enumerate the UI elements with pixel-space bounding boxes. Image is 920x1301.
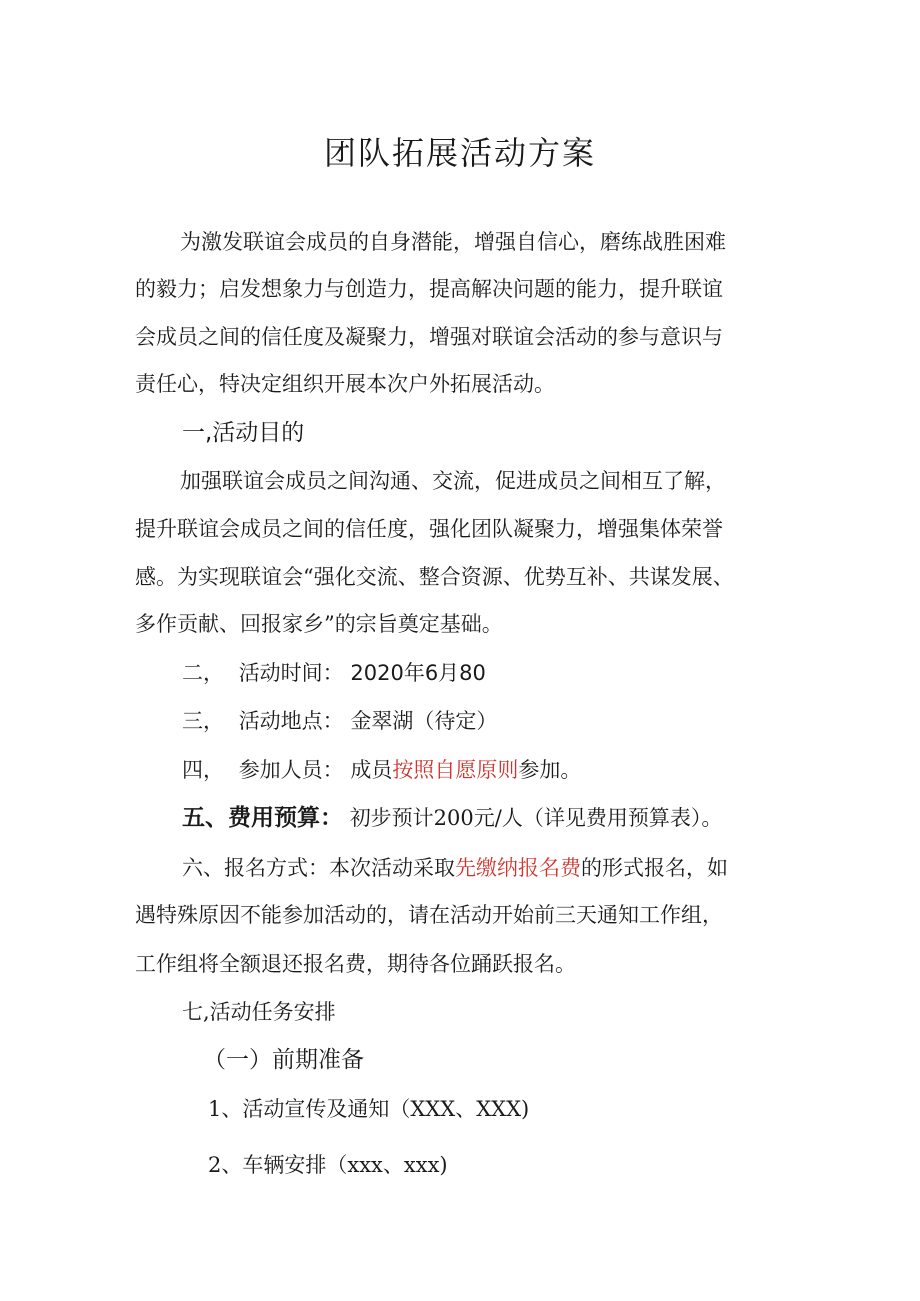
intro-line-3: 会成员之间的信任度及凝聚力，增强对联谊会活动的参与意识与	[135, 325, 723, 349]
section1-line-2: 提升联谊会成员之间的信任度，强化团队凝聚力，增强集体荣誉	[135, 517, 723, 541]
document-title: 团队拓展活动方案	[323, 134, 596, 172]
section7-item-1: 1、活动宣传及通知（XXX、XXX)	[208, 1097, 530, 1121]
section7-heading: 七,活动任务安排	[182, 1000, 336, 1024]
intro-line-2: 的毅力；启发想象力与创造力，提高解决问题的能力，提升联谊	[135, 277, 723, 301]
section6-label: 报名方式：	[224, 856, 329, 880]
section2-label: 活动时间：	[238, 661, 344, 685]
section1-heading: 一,活动目的	[182, 420, 305, 446]
section2-number: 二，	[182, 661, 224, 685]
section6-post: 的形式报名，如	[581, 856, 728, 880]
section4-post: 参加。	[518, 758, 582, 782]
section6-row	[182, 853, 728, 883]
section4-row	[182, 755, 581, 785]
section4-number: 四，	[182, 758, 224, 782]
section5-number: 五、	[182, 805, 228, 831]
section7-subheading: （一）前期准备	[203, 1047, 364, 1073]
section3-row	[182, 706, 497, 736]
section6-highlight: 先缴纳报名费	[455, 856, 581, 880]
section1-line-1: 加强联谊会成员之间沟通、交流，促进成员之间相互了解，	[180, 469, 726, 493]
section4-pre: 成员	[350, 758, 393, 782]
section3-value: 金翠湖（待定）	[350, 709, 498, 733]
section2-value: 2020年6月80	[350, 661, 486, 685]
section1-line-4: 多作贡献、回报家乡”的宗旨奠定基础。	[135, 612, 503, 636]
section6-line-1: 遇特殊原因不能参加活动的，请在活动开始前三天通知工作组，	[135, 903, 723, 927]
intro-line-1: 为激发联谊会成员的自身潜能，增强自信心，磨练战胜困难	[180, 230, 726, 254]
section3-label: 活动地点：	[238, 709, 344, 733]
intro-line-4: 责任心，特决定组织开展本次户外拓展活动。	[135, 372, 555, 396]
section6-number: 六、	[182, 856, 224, 880]
section2-row	[182, 658, 486, 688]
section3-number: 三，	[182, 709, 224, 733]
section6-line-2: 工作组将全额退还报名费，期待各位踊跃报名。	[135, 952, 576, 976]
section6-pre: 本次活动采取	[329, 856, 455, 880]
section7-item-2: 2、车辆安排（xxx、xxx)	[208, 1153, 448, 1177]
section1-line-3: 感。为实现联谊会“强化交流、整合资源、优势互补、共谋发展、	[135, 565, 734, 589]
section5-label: 费用预算：	[228, 805, 343, 831]
section4-highlight: 按照自愿原则	[392, 758, 519, 782]
section5-value: 初步预计200元/人（详见费用预算表）。	[349, 806, 723, 830]
section5-row	[182, 803, 722, 833]
section4-label: 参加人员：	[238, 758, 344, 782]
